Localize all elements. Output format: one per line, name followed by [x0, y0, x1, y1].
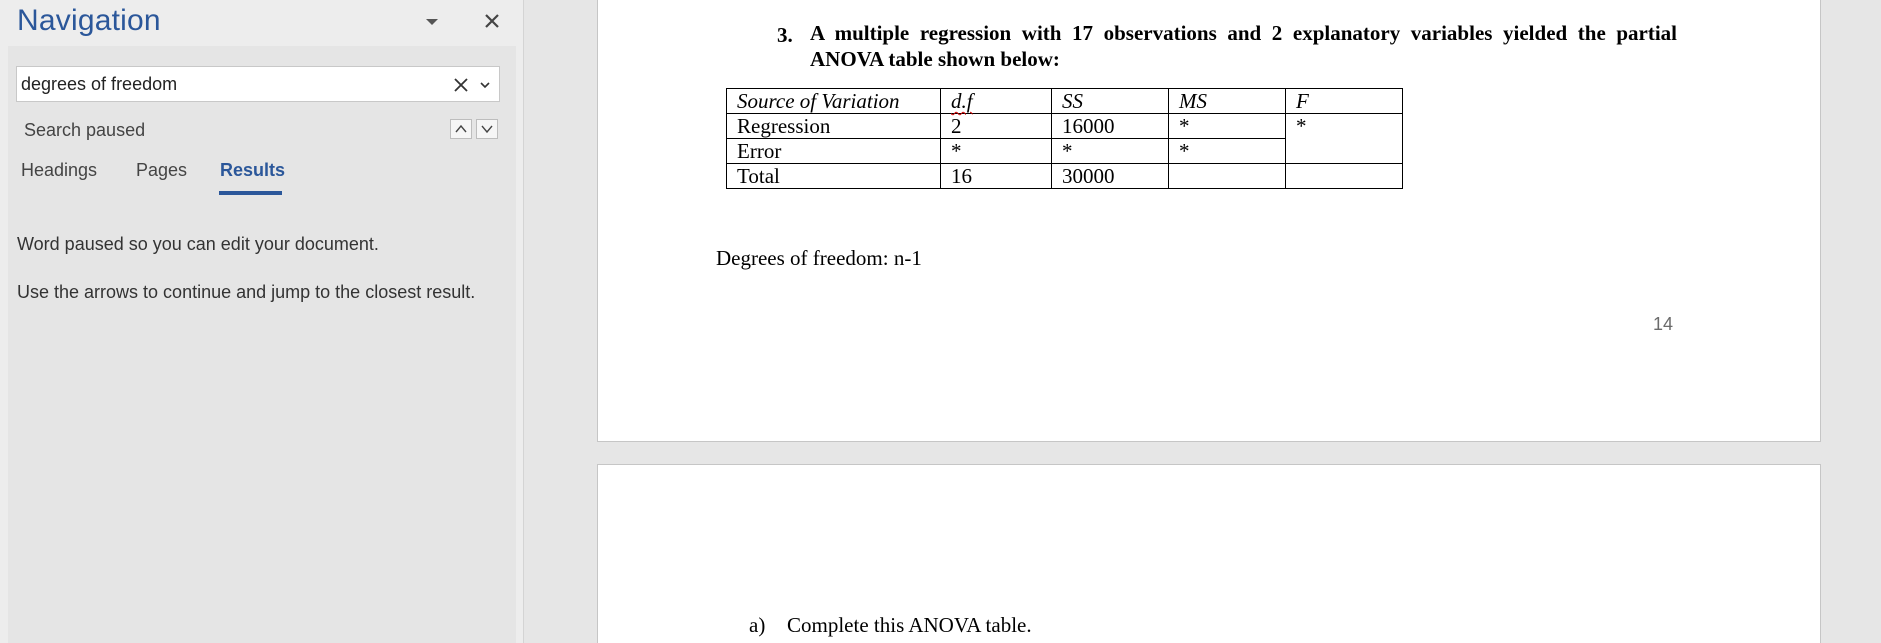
- tab-results[interactable]: Results: [220, 160, 286, 180]
- active-tab-indicator: [219, 191, 282, 195]
- navigation-title: Navigation: [17, 4, 161, 37]
- search-input[interactable]: [19, 67, 443, 101]
- table-cell: *: [1286, 114, 1403, 164]
- pane-options-button[interactable]: [421, 13, 443, 31]
- question-text: A multiple regression with 17 observations and 2 explanatory variables yielded the partial ANOVA table shown below:: [810, 21, 1677, 71]
- page-number: 14: [1653, 314, 1674, 334]
- table-header: [941, 89, 1052, 114]
- table-cell: *: [941, 139, 1052, 164]
- next-result-button[interactable]: [476, 119, 498, 139]
- subquestion-label: a): [749, 613, 766, 637]
- tab-headings[interactable]: Headings: [21, 160, 98, 180]
- search-box[interactable]: [16, 66, 500, 102]
- search-status: Search paused: [24, 120, 146, 140]
- document-page[interactable]: [597, 0, 1821, 442]
- clear-search-button[interactable]: [451, 75, 471, 95]
- question-number: 3.: [777, 23, 793, 47]
- chevron-down-icon: [477, 77, 493, 93]
- navigation-pane: [0, 0, 524, 643]
- table-header: MS: [1169, 89, 1286, 114]
- table-header-row: [727, 89, 1403, 114]
- search-options-dropdown[interactable]: [477, 77, 493, 93]
- table-row: [727, 114, 1403, 139]
- table-header: SS: [1052, 89, 1169, 114]
- close-pane-button[interactable]: [480, 9, 504, 33]
- table-row: [727, 164, 1403, 189]
- table-cell: Total: [727, 164, 941, 189]
- table-cell: 16: [941, 164, 1052, 189]
- table-cell: *: [1169, 139, 1286, 164]
- table-cell: *: [1169, 114, 1286, 139]
- chevron-down-icon: [477, 120, 497, 138]
- table-cell: 2: [941, 114, 1052, 139]
- chevron-down-icon: [421, 13, 443, 31]
- paused-message: Word paused so you can edit your document.: [17, 234, 379, 254]
- table-cell: *: [1052, 139, 1169, 164]
- document-page[interactable]: [597, 464, 1821, 643]
- table-cell: Error: [727, 139, 941, 164]
- close-icon: [480, 9, 504, 33]
- degrees-of-freedom-note: Degrees of freedom: n-1: [716, 246, 922, 270]
- tab-pages[interactable]: Pages: [136, 160, 188, 180]
- previous-result-button[interactable]: [450, 119, 472, 139]
- table-cell: [1169, 164, 1286, 189]
- anova-table: [726, 88, 1403, 189]
- table-header: Source of Variation: [727, 89, 941, 114]
- subquestion-text: Complete this ANOVA table.: [787, 613, 1032, 637]
- table-cell: 16000: [1052, 114, 1169, 139]
- close-icon: [451, 75, 471, 95]
- table-cell: Regression: [727, 114, 941, 139]
- table-cell: [1286, 164, 1403, 189]
- table-header: F: [1286, 89, 1403, 114]
- table-cell: 30000: [1052, 164, 1169, 189]
- chevron-up-icon: [451, 120, 471, 138]
- df-header-text: d.f: [951, 89, 973, 113]
- document-area[interactable]: [524, 0, 1881, 643]
- continue-hint: Use the arrows to continue and jump to the closest result.: [17, 282, 476, 302]
